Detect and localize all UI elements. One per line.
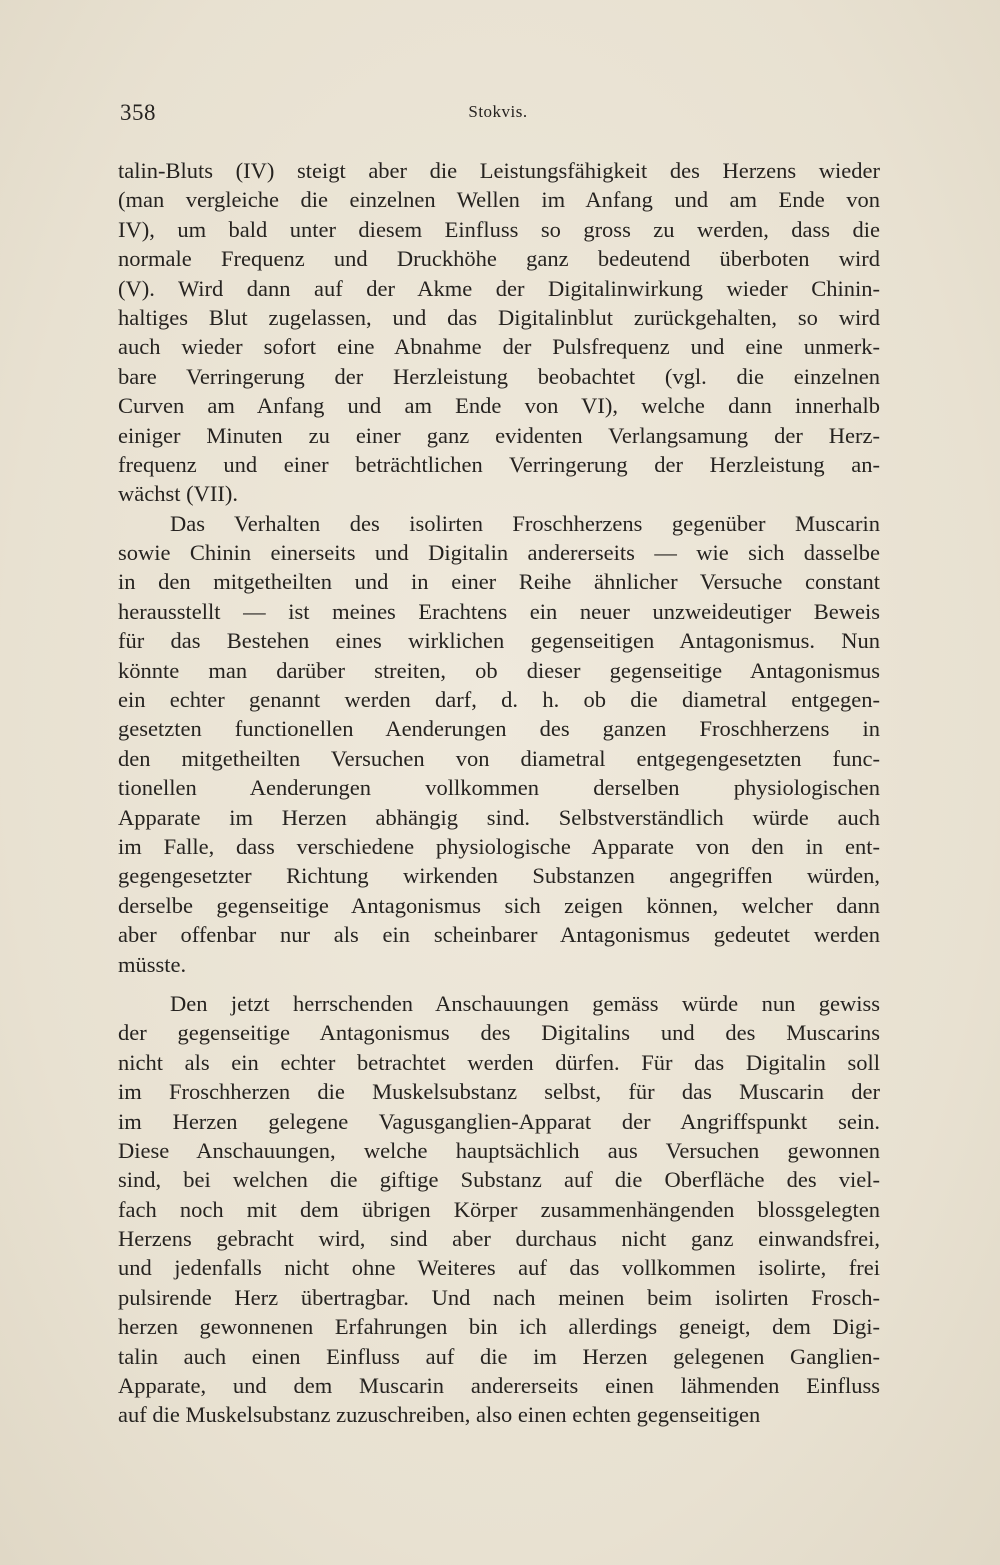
- text-line: herausstellt — ist meines Erachtens ein neuer unzweideutiger Beweis: [118, 598, 880, 624]
- text-line: nicht als ein echter betrachtet werden dürfen. Für das Digitalin soll: [118, 1049, 880, 1075]
- text-line: sind, bei welchen die giftige Substanz auf die Oberfläche des viel-: [118, 1167, 880, 1193]
- text-line: talin-Bluts (IV) steigt aber die Leistungsfähigkeit des Herzens wieder: [118, 158, 880, 183]
- text-line: in den mitgetheilten und in einer Reihe ähnlicher Versuche constant: [118, 569, 880, 595]
- text-line: Diese Anschauungen, welche hauptsächlich aus Versuchen gewonnen: [118, 1137, 880, 1163]
- text-line: normale Frequenz und Druckhöhe ganz bedeutend überboten wird: [118, 246, 880, 272]
- page-number: 358: [120, 100, 156, 125]
- text-line: der gegenseitige Antagonismus des Digitalins und des Muscarins: [118, 1020, 880, 1046]
- text-line: sowie Chinin einerseits und Digitalin andererseits — wie sich dasselbe: [118, 540, 880, 566]
- text-line: (V). Wird dann auf der Akme der Digitalinwirkung wieder Chinin-: [118, 275, 880, 301]
- text-line: bare Verringerung der Herzleistung beobachtet (vgl. die einzelnen: [118, 363, 880, 389]
- text-line: im Herzen gelegene Vagusganglien-Apparat der Angriffspunkt sein.: [118, 1108, 880, 1134]
- text-line: Das Verhalten des isolirten Froschherzens gegenüber Muscarin: [170, 510, 880, 536]
- text-line: aber offenbar nur als ein scheinbarer Antagonismus gedeutet werden: [118, 922, 880, 948]
- text-line: für das Bestehen eines wirklichen gegenseitigen Antagonismus. Nun: [118, 628, 880, 654]
- text-line: pulsirende Herz übertragbar. Und nach meinen beim isolirten Frosch-: [118, 1284, 880, 1310]
- paragraph: [118, 989, 880, 1430]
- text-line: wächst (VII).: [118, 481, 238, 507]
- text-line: fach noch mit dem übrigen Körper zusammenhängenden blossgelegten: [118, 1196, 880, 1222]
- text-line: im Falle, dass verschiedene physiologische Apparate von den in ent-: [118, 833, 880, 859]
- text-line: Apparate, und dem Muscarin andererseits einen lähmenden Einfluss: [118, 1373, 880, 1399]
- text-line: und jedenfalls nicht ohne Weiteres auf das vollkommen isolirte, frei: [118, 1255, 880, 1281]
- text-line: IV), um bald unter diesem Einfluss so gross zu werden, dass die: [118, 216, 880, 242]
- text-line: herzen gewonnenen Erfahrungen bin ich allerdings geneigt, dem Digi-: [118, 1314, 880, 1340]
- paragraph: [118, 509, 880, 979]
- text-line: talin auch einen Einfluss auf die im Herzen gelegenen Ganglien-: [118, 1343, 880, 1369]
- page-header: [118, 100, 878, 130]
- paragraph: [118, 156, 880, 509]
- body-text: [118, 156, 880, 1430]
- running-head: Stokvis.: [468, 102, 528, 121]
- text-line: frequenz und einer beträchtlichen Verringerung der Herzleistung an-: [118, 451, 880, 477]
- text-line: Curven am Anfang und am Ende von VI), welche dann innerhalb: [118, 393, 880, 419]
- text-line: gesetzten functionellen Aenderungen des ganzen Froschherzens in: [118, 716, 880, 742]
- text-line: haltiges Blut zugelassen, und das Digitalinblut zurückgehalten, so wird: [118, 304, 880, 330]
- text-line: Den jetzt herrschenden Anschauungen gemäss würde nun gewiss: [170, 990, 880, 1016]
- text-line: Apparate im Herzen abhängig sind. Selbstverständlich würde auch: [118, 804, 880, 830]
- text-line: derselbe gegenseitige Antagonismus sich zeigen können, welcher dann: [118, 892, 880, 918]
- text-line: Herzens gebracht wird, sind aber durchaus nicht ganz einwandsfrei,: [118, 1226, 880, 1252]
- text-line: einiger Minuten zu einer ganz evidenten Verlangsamung der Herz-: [118, 422, 880, 448]
- text-line: auf die Muskelsubstanz zuzuschreiben, also einen echten gegenseitigen: [118, 1402, 761, 1428]
- text-line: tionellen Aenderungen vollkommen derselben physiologischen: [118, 775, 880, 801]
- text-line: den mitgetheilten Versuchen von diametral entgegengesetzten func-: [118, 745, 880, 771]
- text-line: gegengesetzter Richtung wirkenden Substanzen angegriffen würden,: [118, 863, 880, 889]
- text-line: müsste.: [118, 951, 187, 977]
- paragraph-gap: [118, 979, 880, 989]
- text-line: im Froschherzen die Muskelsubstanz selbst, für das Muscarin der: [118, 1079, 880, 1105]
- text-line: könnte man darüber streiten, ob dieser gegenseitige Antagonismus: [118, 657, 880, 683]
- text-line: auch wieder sofort eine Abnahme der Pulsfrequenz und eine unmerk-: [118, 334, 880, 360]
- text-line: (man vergleiche die einzelnen Wellen im Anfang und am Ende von: [118, 187, 880, 213]
- text-line: ein echter genannt werden darf, d. h. ob die diametral entgegen-: [118, 687, 880, 713]
